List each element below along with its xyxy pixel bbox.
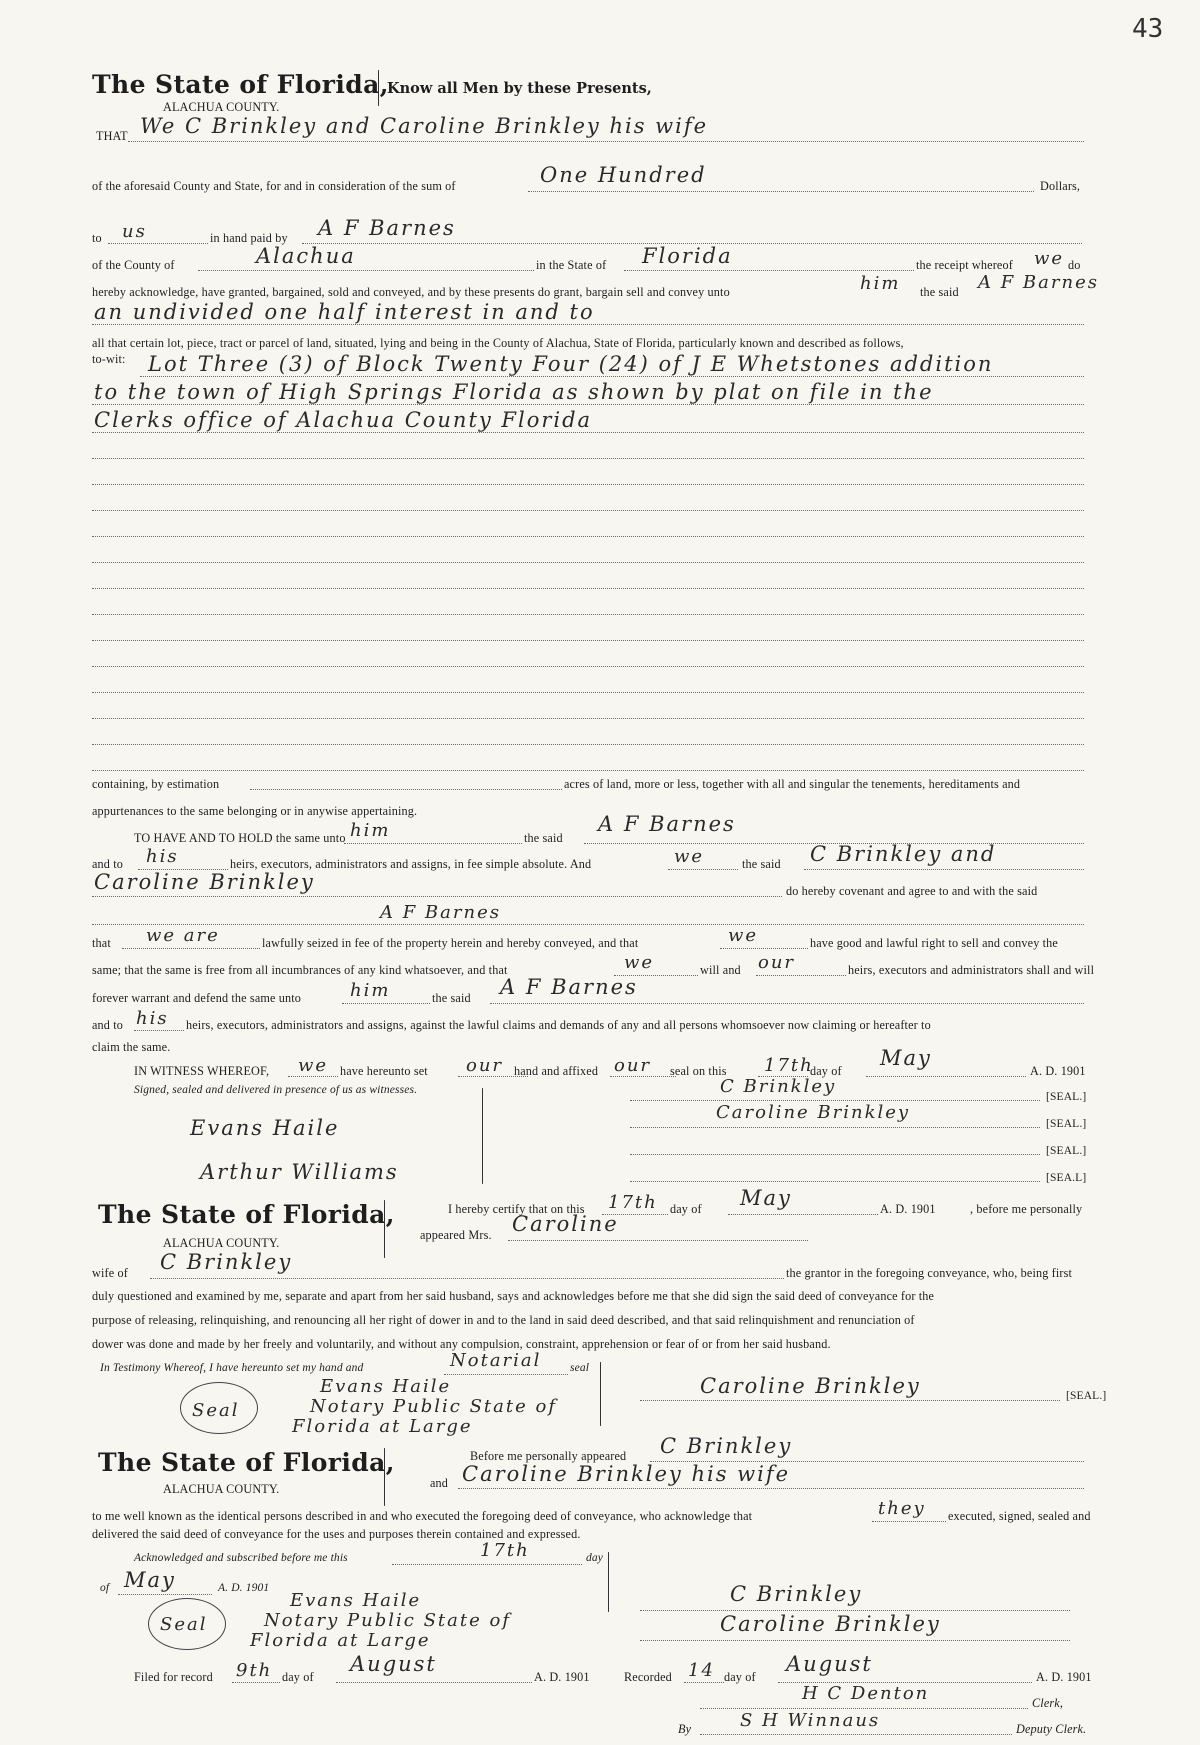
seal-label: [SEA.L]	[1046, 1172, 1087, 1184]
seal-mark-text: Seal	[192, 1400, 240, 1421]
fill-line	[720, 948, 808, 949]
will-and-label: will and	[700, 963, 741, 977]
witness-1-signature: Evans Haile	[190, 1116, 340, 1140]
notary-line-2: Notary Public State of	[310, 1396, 557, 1417]
ack-day: 17th	[480, 1540, 530, 1561]
clerk-label: Clerk,	[1032, 1696, 1064, 1710]
fill-line	[92, 510, 1084, 511]
fill-line	[92, 324, 1084, 325]
signed-text: Signed, sealed and delivered in presence of us as witnesses.	[134, 1084, 418, 1096]
county-label: ALACHUA COUNTY.	[163, 1236, 280, 1250]
state-heading: The State of Florida,	[98, 1200, 395, 1229]
recorded-year: A. D. 1901	[1036, 1670, 1092, 1684]
signature-line	[630, 1154, 1040, 1155]
receipt-value: we	[1034, 248, 1065, 269]
signature-line	[630, 1100, 1040, 1101]
seized-text: lawfully seized in fee of the property herein and hereby conveyed, and that	[262, 936, 639, 950]
we-value: we	[298, 1055, 329, 1076]
filed-year: A. D. 1901	[534, 1670, 590, 1684]
receipt-label: the receipt whereof	[916, 258, 1013, 272]
fill-line	[134, 1030, 184, 1031]
free-text: same; that the same is free from all incumbrances of any kind whatsoever, and that	[92, 963, 508, 977]
fill-line	[232, 1682, 280, 1683]
brace	[378, 70, 379, 106]
and-to-label: and to	[92, 1018, 124, 1032]
certify-text: I hereby certify that on this	[448, 1202, 585, 1216]
ack-month: May	[124, 1568, 176, 1592]
notary-line-2: Notary Public State of	[264, 1610, 511, 1631]
ack-year: A. D. 1901	[218, 1582, 270, 1594]
habendum-unto: him	[350, 820, 391, 841]
that-label: THAT	[96, 129, 128, 143]
grantor-1: C Brinkley and	[810, 842, 997, 866]
we-value: we	[674, 846, 705, 867]
fill-line	[92, 614, 1084, 615]
description-line-3: Clerks office of Alachua County Florida	[94, 408, 593, 432]
ack-person-2: Caroline Brinkley his wife	[462, 1462, 791, 1486]
fill-line	[344, 843, 522, 844]
the-said-label: the said	[524, 831, 563, 845]
consideration-text: of the aforesaid County and State, for and in consideration of the sum of	[92, 179, 456, 193]
certificate-year: A. D. 1901	[880, 1202, 936, 1216]
fill-line	[122, 948, 260, 949]
set-text: have hereunto set	[340, 1064, 428, 1078]
ack-text: to me well known as the identical persons described in and who executed the foregoing deed of conveyance, who acknowledge that	[92, 1509, 753, 1523]
to-label: to	[92, 231, 102, 245]
witness-month: May	[880, 1046, 932, 1070]
county-label: ALACHUA COUNTY.	[163, 1482, 280, 1496]
that-label: that	[92, 936, 111, 950]
fill-line	[684, 1682, 724, 1683]
signature-line	[640, 1400, 1060, 1401]
unto-value: him	[350, 980, 391, 1001]
fill-line	[92, 536, 1084, 537]
covenant-text: do hereby covenant and agree to and with the said	[786, 884, 1038, 898]
certificate-day: 17th	[608, 1192, 658, 1213]
notarial-value: Notarial	[450, 1350, 542, 1371]
and-to-label: and to	[92, 857, 124, 871]
day-of-label: day of	[282, 1670, 314, 1684]
right-text: have good and lawful right to sell and convey the	[810, 936, 1058, 950]
fill-line	[610, 1076, 676, 1077]
notary-line-3: Florida at Large	[250, 1630, 431, 1651]
page-number: 43	[1132, 14, 1164, 44]
grantor-text: the grantor in the foregoing conveyance, who, being first	[786, 1266, 1073, 1280]
state-heading: The State of Florida,	[92, 70, 389, 99]
day-of-label: day of	[724, 1670, 756, 1684]
day-of-label: day of	[670, 1202, 702, 1216]
fill-line	[624, 270, 914, 271]
wife-of-label: wife of	[92, 1266, 128, 1280]
they-value: they	[878, 1498, 926, 1519]
fill-line	[92, 744, 1084, 745]
fill-line	[92, 458, 1084, 459]
ack-subscribed-text: Acknowledged and subscribed before me this	[134, 1552, 348, 1564]
the-said-label: the said	[920, 285, 959, 299]
we-value: we	[624, 952, 655, 973]
of-label: of	[100, 1582, 110, 1594]
deputy-signature: S H Winnaus	[740, 1710, 881, 1731]
certificate-month: May	[740, 1186, 792, 1210]
unto-value: him	[860, 273, 901, 294]
day-of-label: day of	[810, 1064, 842, 1078]
fill-line	[250, 789, 562, 790]
husband-name: C Brinkley	[160, 1250, 293, 1274]
description-line-2: to the town of High Springs Florida as shown by plat on file in the	[94, 380, 934, 404]
the-said-label: the said	[432, 991, 471, 1005]
appurtenances-text: appurtenances to the same belonging or in anywise appertaining.	[92, 804, 418, 818]
dollars-label: Dollars,	[1040, 179, 1081, 193]
fill-line	[668, 869, 738, 870]
witness-text: IN WITNESS WHEREOF,	[134, 1064, 270, 1078]
county-label: ALACHUA COUNTY.	[163, 100, 280, 114]
fill-line	[444, 1374, 568, 1375]
appeared-label: appeared Mrs.	[420, 1228, 492, 1242]
fill-line	[804, 869, 1084, 870]
fill-line	[140, 376, 1084, 377]
ack-signature-1: C Brinkley	[730, 1582, 863, 1606]
seal-mark-text: Seal	[160, 1614, 208, 1635]
state-value: Florida	[642, 244, 733, 268]
fill-line	[288, 1076, 338, 1077]
habendum-grantee: A F Barnes	[598, 812, 736, 836]
signature-line	[630, 1181, 1040, 1182]
fill-line	[92, 640, 1084, 641]
we-value: we	[728, 925, 759, 946]
before-me-text: Before me personally appeared	[470, 1449, 627, 1463]
habendum-text: TO HAVE AND TO HOLD the same unto	[134, 831, 346, 845]
delivered-text: delivered the said deed of conveyance for the uses and purposes therein contained and expressed.	[92, 1527, 581, 1541]
ack-signature-2: Caroline Brinkley	[720, 1612, 941, 1636]
notary-line-3: Florida at Large	[292, 1416, 473, 1437]
deputy-clerk-label: Deputy Clerk.	[1016, 1722, 1087, 1736]
claims-text: heirs, executors, administrators and assigns, against the lawful claims and demands of any and all persons whomsoever now claiming or hereafter to	[186, 1018, 931, 1032]
in-hand-label: in hand paid by	[210, 231, 288, 245]
state-heading: The State of Florida,	[98, 1448, 395, 1477]
filed-month: August	[350, 1652, 437, 1676]
know-all-men-heading: Know all Men by these Presents,	[387, 80, 652, 97]
warrant-grantee: A F Barnes	[500, 975, 638, 999]
notary-line-1: Evans Haile	[320, 1376, 452, 1397]
fill-line	[458, 1488, 1084, 1489]
fill-line	[150, 1278, 784, 1279]
fill-line	[336, 1682, 532, 1683]
of-county-label: of the County of	[92, 258, 175, 272]
fill-line	[92, 692, 1084, 693]
witness-year: A. D. 1901	[1030, 1064, 1086, 1078]
brace	[384, 1448, 385, 1506]
fill-line	[392, 1564, 582, 1565]
recorded-day: 14	[688, 1660, 715, 1681]
fill-line	[198, 270, 534, 271]
hand-text: hand and affixed	[514, 1064, 599, 1078]
seal-word: seal	[570, 1362, 590, 1374]
fill-line	[728, 1214, 878, 1215]
heirs-text: heirs, executors, administrators and assigns, in fee simple absolute. And	[230, 857, 592, 871]
grantor-names: We C Brinkley and Caroline Brinkley his wife	[140, 114, 709, 138]
fill-line	[92, 718, 1084, 719]
filed-label: Filed for record	[134, 1670, 213, 1684]
fill-line	[92, 896, 782, 897]
payer-name: A F Barnes	[318, 216, 456, 240]
fill-line	[92, 924, 1084, 925]
signature-line	[700, 1734, 1012, 1735]
grantor-2: Caroline Brinkley	[94, 870, 315, 894]
ack-person-1: C Brinkley	[660, 1434, 793, 1458]
consideration-amount: One Hundred	[540, 163, 707, 187]
witness-2-signature: Arthur Williams	[200, 1160, 399, 1184]
grantor-signature-2: Caroline Brinkley	[716, 1102, 911, 1123]
notary-line-1: Evans Haile	[290, 1590, 422, 1611]
fill-line	[92, 562, 1084, 563]
fill-line	[92, 588, 1084, 589]
seal-label: [SEAL.]	[1066, 1390, 1107, 1402]
in-state-label: in the State of	[536, 258, 607, 272]
signature-line	[700, 1708, 1028, 1709]
appeared-name: Caroline	[512, 1212, 619, 1236]
heirs-text: heirs, executors and administrators shall and will	[848, 963, 1095, 977]
fill-line	[872, 1521, 946, 1522]
filed-day: 9th	[236, 1660, 273, 1681]
recorded-label: Recorded	[624, 1670, 672, 1684]
certificate-body-3: dower was done and made by her freely and voluntarily, and without any compulsion, constraint, apprehension or fear of or from her said husband.	[92, 1337, 831, 1351]
grantor-signature-1: C Brinkley	[720, 1076, 837, 1097]
brace	[608, 1552, 609, 1612]
brace	[482, 1088, 483, 1184]
acres-text: acres of land, more or less, together with all and singular the tenements, hereditaments and	[564, 777, 1021, 791]
clerk-signature: H C Denton	[802, 1683, 930, 1704]
fill-line	[342, 1003, 430, 1004]
by-label: By	[678, 1722, 692, 1736]
grantee-name: A F Barnes	[978, 272, 1099, 293]
containing-text: containing, by estimation	[92, 777, 220, 791]
seal-text: seal on this	[670, 1064, 727, 1078]
testimony-text: In Testimony Whereof, I have hereunto set my hand and	[100, 1362, 364, 1374]
brace	[384, 1200, 385, 1258]
our-value: our	[758, 952, 796, 973]
fill-line	[866, 1076, 1026, 1077]
we-are-value: we are	[146, 925, 220, 946]
county-value: Alachua	[256, 244, 356, 268]
description-line-1: Lot Three (3) of Block Twenty Four (24) of J E Whetstones addition	[148, 352, 994, 376]
grantee-2: A F Barnes	[380, 902, 501, 923]
seal-label: [SEAL.]	[1046, 1145, 1087, 1157]
do-label: do	[1068, 258, 1081, 272]
brace	[600, 1362, 601, 1426]
land-text: all that certain lot, piece, tract or parcel of land, situated, lying and being in the County of Alachua, State of Florida, particularly known and described as follows,	[92, 336, 904, 350]
seal-label: [SEAL.]	[1046, 1091, 1087, 1103]
certificate-body-1: duly questioned and examined by me, separate and apart from her said husband, says and acknowledges before me that she did sign the said deed of conveyance for the	[92, 1289, 935, 1303]
and-label: and	[430, 1476, 449, 1490]
our-value: our	[466, 1055, 504, 1076]
the-said-label: the said	[742, 857, 781, 871]
recorded-month: August	[786, 1652, 873, 1676]
fill-line	[528, 191, 1034, 192]
seal-label: [SEAL.]	[1046, 1118, 1087, 1130]
his-value: his	[146, 846, 179, 867]
fill-line	[92, 770, 1084, 771]
to-wit-label: to-wit:	[92, 352, 126, 366]
witness-day: 17th	[764, 1055, 814, 1076]
executed-text: executed, signed, sealed and	[948, 1509, 1091, 1523]
before-me-text: , before me personally	[970, 1202, 1083, 1216]
warrant-text: forever warrant and defend the same unto	[92, 991, 302, 1005]
his-value: his	[136, 1008, 169, 1029]
paid-to-value: us	[122, 221, 147, 242]
fill-line	[756, 975, 846, 976]
conveyance-text: hereby acknowledge, have granted, bargained, sold and conveyed, and by these presents do grant, bargain sell and convey unto	[92, 285, 730, 299]
day-word: day	[586, 1552, 604, 1564]
interest-text: an undivided one half interest in and to	[94, 300, 595, 324]
fill-line	[92, 404, 1084, 405]
fill-line	[118, 1594, 212, 1595]
fill-line	[490, 1003, 1084, 1004]
caroline-signature: Caroline Brinkley	[700, 1374, 921, 1398]
signature-line	[640, 1640, 1070, 1641]
fill-line	[92, 432, 1084, 433]
signature-line	[640, 1610, 1070, 1611]
fill-line	[508, 1240, 808, 1241]
fill-line	[92, 666, 1084, 667]
our-value: our	[614, 1055, 652, 1076]
fill-line	[128, 141, 1084, 142]
fill-line	[108, 243, 208, 244]
certificate-body-2: purpose of releasing, relinquishing, and renouncing all her right of dower in and to the land in said deed described, and that said relinquishment and renunciation of	[92, 1313, 915, 1327]
fill-line	[92, 484, 1084, 485]
claim-same-text: claim the same.	[92, 1040, 171, 1054]
signature-line	[630, 1127, 1040, 1128]
